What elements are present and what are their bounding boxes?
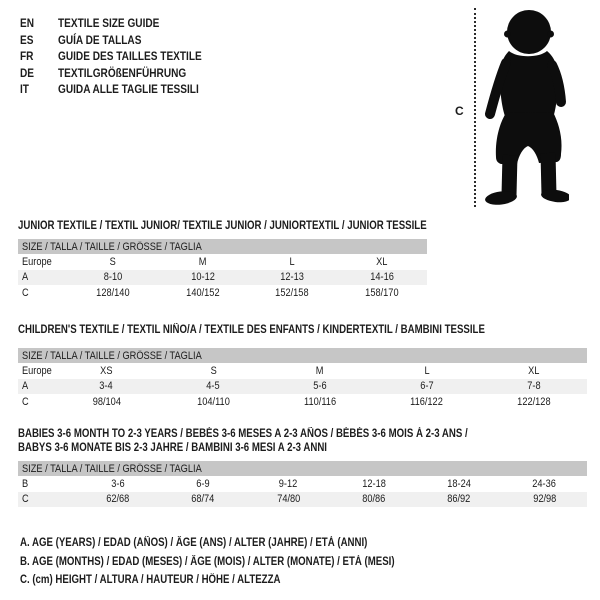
language-title [58,66,211,80]
table-row [18,270,427,286]
value-cell [337,270,427,286]
text: 122/128 [516,395,551,408]
text: Europe [22,364,52,377]
value-cell [68,254,158,270]
value-cell [68,270,158,286]
text: XL [376,255,388,268]
value-cell [502,492,587,508]
text: 74/80 [276,493,300,506]
text: 140/152 [185,286,220,299]
value-cell [267,394,374,410]
text: 4-5 [206,380,220,393]
language-code [20,82,58,96]
text: A. AGE (YEARS) / EDAD (AÑOS) / ÂGE (ANS) / ALTER (JAHRE) / ETÀ (ANNI) [20,537,368,549]
value-cell [248,254,338,270]
text: JUNIOR TEXTILE / TEXTIL JUNIOR/ TEXTILE JUNIOR / JUNIORTEXTIL / JUNIOR TESSILE [18,220,427,232]
text: CHILDREN'S TEXTILE / TEXTIL NIÑO/A / TEXTILE DES ENFANTS / KINDERTEXTIL / BAMBINI TESSILE [18,324,485,336]
row-label-cell [18,394,53,410]
language-header [20,15,229,98]
text: 80/86 [362,493,386,506]
value-cell [331,492,416,508]
language-code [20,33,58,47]
baby-silhouette-icon [479,7,569,207]
text: M [198,255,207,268]
value-cell [160,379,267,395]
table-row [18,476,587,492]
value-cell [75,476,160,492]
text: 128/140 [96,286,130,299]
text: 8-10 [103,271,123,284]
text: IT [20,82,29,97]
value-cell [53,379,160,395]
text: ES [20,32,34,47]
text: EN [20,16,35,31]
height-dotted-line [474,8,476,207]
text: 9-12 [279,477,298,490]
value-cell [416,476,501,492]
value-cell [267,363,374,379]
text: GUIDE DES TAILLES TEXTILE [58,49,202,64]
junior-textile-table [18,219,427,301]
babies-textile-table [18,427,587,507]
text: L [424,364,430,377]
text: L [289,255,295,268]
text: 98/104 [92,395,121,408]
text: 6-7 [420,380,434,393]
row-label-cell [18,379,53,395]
value-cell [158,254,248,270]
value-cell [480,394,587,410]
text: BABIES 3-6 MONTH TO 2-3 YEARS / BEBÉS 3-6 MESES A 2-3 AÑOS / BÉBÉS 3-6 MOIS À 2-3 ANS / [18,428,468,440]
language-row [20,48,229,65]
text: SIZE / TALLA / TAILLE / GRÖSSE / TAGLIA [22,240,202,253]
text: 92/98 [532,493,556,506]
table-title-line [18,323,587,337]
value-cell [373,363,480,379]
text: TEXTILE SIZE GUIDE [58,16,160,31]
row-label-cell [18,492,75,508]
legend-line [20,553,466,572]
text: GUÍA DE TALLAS [58,32,142,47]
value-cell [337,254,427,270]
text: B [22,477,29,490]
value-cell [160,363,267,379]
text: C [22,395,29,408]
size-table [18,461,587,507]
children-textile-table [18,323,587,410]
text: 104/110 [196,395,230,408]
table-title-line [18,441,587,455]
legend [20,534,466,590]
text: 6-9 [196,477,210,490]
text: 7-8 [526,380,541,393]
value-cell [480,379,587,395]
text: BABYS 3-6 MONATE BIS 2-3 JAHRE / BAMBINI 3-6 MESI A 2-3 ANNI [18,442,327,454]
text: C [22,286,29,299]
table-row [18,379,587,395]
value-cell [337,285,427,301]
height-label: C [455,104,464,118]
row-label-cell [18,254,68,270]
text: 68/74 [191,493,215,506]
value-cell [248,285,338,301]
language-title [58,82,226,96]
value-cell [331,476,416,492]
text: C [22,493,29,506]
text: S [210,364,217,377]
text: 3-6 [110,477,125,490]
text: A [22,271,29,284]
text: 18-24 [447,477,471,490]
value-cell [502,476,587,492]
table-row [18,254,427,270]
text: 62/68 [106,493,130,506]
text: 12-13 [280,271,305,284]
table-row [18,363,587,379]
size-table [18,239,427,301]
language-title [58,49,229,63]
value-cell [75,492,160,508]
value-cell [53,363,160,379]
text: Europe [22,255,52,268]
row-label-cell [18,476,75,492]
table-title [18,219,427,233]
size-header-cell [18,348,587,363]
value-cell [68,285,158,301]
row-label-cell [18,270,68,286]
legend-line [20,571,466,590]
value-cell [416,492,501,508]
table-row [18,492,587,508]
value-cell [246,476,331,492]
legend-line [20,534,466,553]
value-cell [160,476,245,492]
language-code [20,66,58,80]
size-header-cell [18,461,587,476]
text: C. (cm) HEIGHT / ALTURA / HAUTEUR / HÖHE / ALTEZZA [20,574,281,586]
language-code [20,16,58,30]
language-row [20,65,229,82]
language-row [20,15,229,32]
text: 152/158 [275,286,310,299]
text: TEXTILGRÖßENFÜHRUNG [58,65,187,80]
text: 10-12 [190,271,215,284]
text: 110/116 [303,395,337,408]
language-title [58,16,179,30]
language-row [20,81,229,98]
table-title-line [18,427,587,441]
text: 24-36 [532,477,557,490]
text: M [316,364,324,377]
language-title [58,33,157,47]
table-title [18,323,587,337]
value-cell [158,270,248,286]
value-cell [158,285,248,301]
value-cell [373,379,480,395]
text: 86/92 [447,493,471,506]
text: 12-18 [361,477,386,490]
value-cell [246,492,331,508]
row-label-cell [18,285,68,301]
size-header-row [18,239,427,254]
value-cell [373,394,480,410]
text: DE [20,65,35,80]
value-cell [267,379,374,395]
text: 3-4 [99,380,114,393]
text: GUIDA ALLE TAGLIE TESSILI [58,82,199,97]
value-cell [53,394,160,410]
value-cell [160,492,245,508]
size-header-row [18,348,587,363]
value-cell [248,270,338,286]
language-row [20,32,229,49]
text: 116/122 [410,395,444,408]
text: XL [527,364,540,377]
text: SIZE / TALLA / TAILLE / GRÖSSE / TAGLIA [22,462,202,475]
size-header-cell [18,239,427,254]
table-row [18,394,587,410]
text: B. AGE (MONTHS) / EDAD (MESES) / ÂGE (MOIS) / ALTER (MONATE) / ETÀ (MESI) [20,555,395,568]
text: 158/170 [365,286,399,299]
value-cell [160,394,267,410]
text: 14-16 [370,271,394,284]
value-cell [480,363,587,379]
row-label-cell [18,363,53,379]
size-header-row [18,461,587,476]
text: XS [100,364,113,377]
text: A [22,380,29,393]
text: 5-6 [313,380,327,393]
table-title-line [18,219,427,233]
text: SIZE / TALLA / TAILLE / GRÖSSE / TAGLIA [22,349,202,362]
text: S [109,255,116,268]
table-title [18,427,587,455]
language-code [20,49,58,63]
size-table [18,348,587,410]
text: FR [20,49,34,64]
table-row [18,285,427,301]
